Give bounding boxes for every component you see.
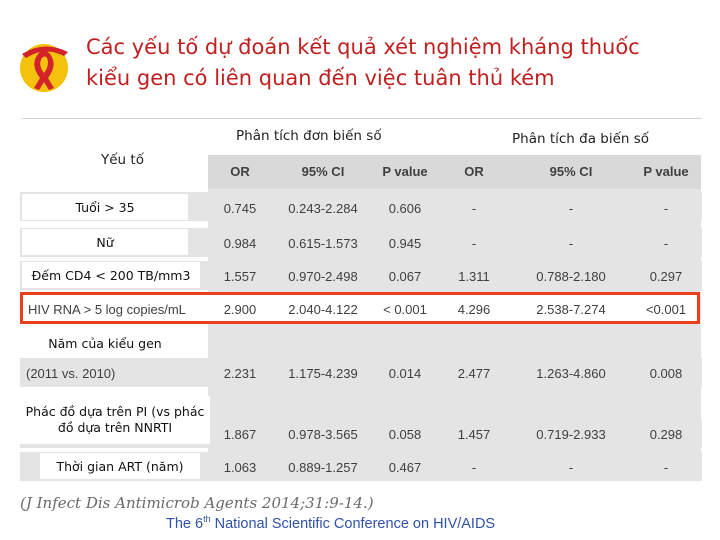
slide-title-line-2: kiểu gen có liên quan đến việc tuân thủ kém <box>86 66 555 90</box>
table-cell: 0.788-2.180 <box>536 269 606 284</box>
table-cell: 0.067 <box>388 269 422 284</box>
table-cell: 1.063 <box>223 460 257 475</box>
conference-footer <box>166 516 495 532</box>
table-cell: 1.311 <box>458 269 490 284</box>
table-cell: 2.900 <box>223 302 257 317</box>
table-cell: 1.263-4.860 <box>536 366 606 381</box>
table-cell: 2.538-7.274 <box>536 302 606 317</box>
column-header-p-multi: P value <box>643 164 689 179</box>
table-cell: < 0.001 <box>383 302 427 317</box>
table-cell: 1.457 <box>457 427 491 442</box>
table-cell: 0.719-2.933 <box>536 427 606 442</box>
table-cell: 0.745 <box>223 201 257 216</box>
table-cell: - <box>471 236 477 251</box>
table-cell: 2.040-4.122 <box>288 302 358 317</box>
factor-female: Nữ <box>22 229 188 255</box>
factor-pi-regimen: Phác đồ dựa trên PI (vs phác đồ dựa trên NNRTI <box>20 396 210 444</box>
table-cell: <0.001 <box>645 302 687 317</box>
table-cell: 0.467 <box>388 460 422 475</box>
citation: (J Infect Dis Antimicrob Agents 2014;31:9-14.) <box>20 494 374 512</box>
table-cell: - <box>663 460 669 475</box>
table-cell: - <box>568 236 574 251</box>
red-ribbon-icon <box>16 38 72 94</box>
table-cell: 1.867 <box>223 427 257 442</box>
factor-hiv-rna: HIV RNA > 5 log copies/mL <box>28 302 186 317</box>
table-cell: 0.606 <box>388 201 422 216</box>
column-header-ci-uni: 95% CI <box>301 164 345 179</box>
table-cell: 0.008 <box>649 366 683 381</box>
table-cell: - <box>471 460 477 475</box>
conference-suffix: National Scientific Conference on HIV/AIDS <box>210 516 496 532</box>
table-cell: 2.231 <box>223 366 257 381</box>
table-cell: 1.175-4.239 <box>288 366 358 381</box>
header-divider <box>22 118 702 119</box>
table-cell: 0.297 <box>649 269 683 284</box>
univariate-header: Phân tích đơn biến số <box>236 128 382 144</box>
conference-prefix: The 6 <box>166 516 204 532</box>
column-header-p-uni: P value <box>382 164 428 179</box>
table-cell: 0.615-1.573 <box>288 236 358 251</box>
table-cell: - <box>568 460 574 475</box>
table-cell: 0.058 <box>388 427 422 442</box>
conference-ordinal: th <box>203 514 211 525</box>
table-cell: 0.889-1.257 <box>288 460 358 475</box>
column-header-ci-multi: 95% CI <box>549 164 593 179</box>
multivariate-header: Phân tích đa biến số <box>512 131 650 147</box>
table-cell: 4.296 <box>457 302 491 317</box>
table-cell: - <box>663 236 669 251</box>
table-cell: - <box>663 201 669 216</box>
factor-header: Yếu tố <box>101 152 144 168</box>
factor-art-duration: Thời gian ART (năm) <box>40 453 200 479</box>
table-cell: 0.243-2.284 <box>288 201 358 216</box>
table-cell: 1.557 <box>223 269 257 284</box>
table-cell: 2.477 <box>457 366 491 381</box>
slide-title-line-1: Các yếu tố dự đoán kết quả xét nghiệm kháng thuốc <box>86 35 640 59</box>
table-cell: 0.978-3.565 <box>288 427 358 442</box>
factor-age: Tuổi > 35 <box>22 194 188 220</box>
column-header-or-uni: OR <box>230 164 250 179</box>
table-cell: 0.014 <box>388 366 422 381</box>
factor-genotype-year: Năm của kiểu gen <box>22 330 188 356</box>
table-cell: 0.984 <box>223 236 257 251</box>
table-cell: - <box>568 201 574 216</box>
factor-genotype-year-comparison: (2011 vs. 2010) <box>26 366 116 381</box>
table-cell: 0.970-2.498 <box>288 269 358 284</box>
factor-cd4: Đếm CD4 < 200 TB/mm3 <box>22 262 200 288</box>
table-cell: - <box>471 201 477 216</box>
slide-title <box>86 32 706 94</box>
column-header-or-multi: OR <box>464 164 484 179</box>
table-cell: 0.298 <box>649 427 683 442</box>
table-cell: 0.945 <box>388 236 422 251</box>
